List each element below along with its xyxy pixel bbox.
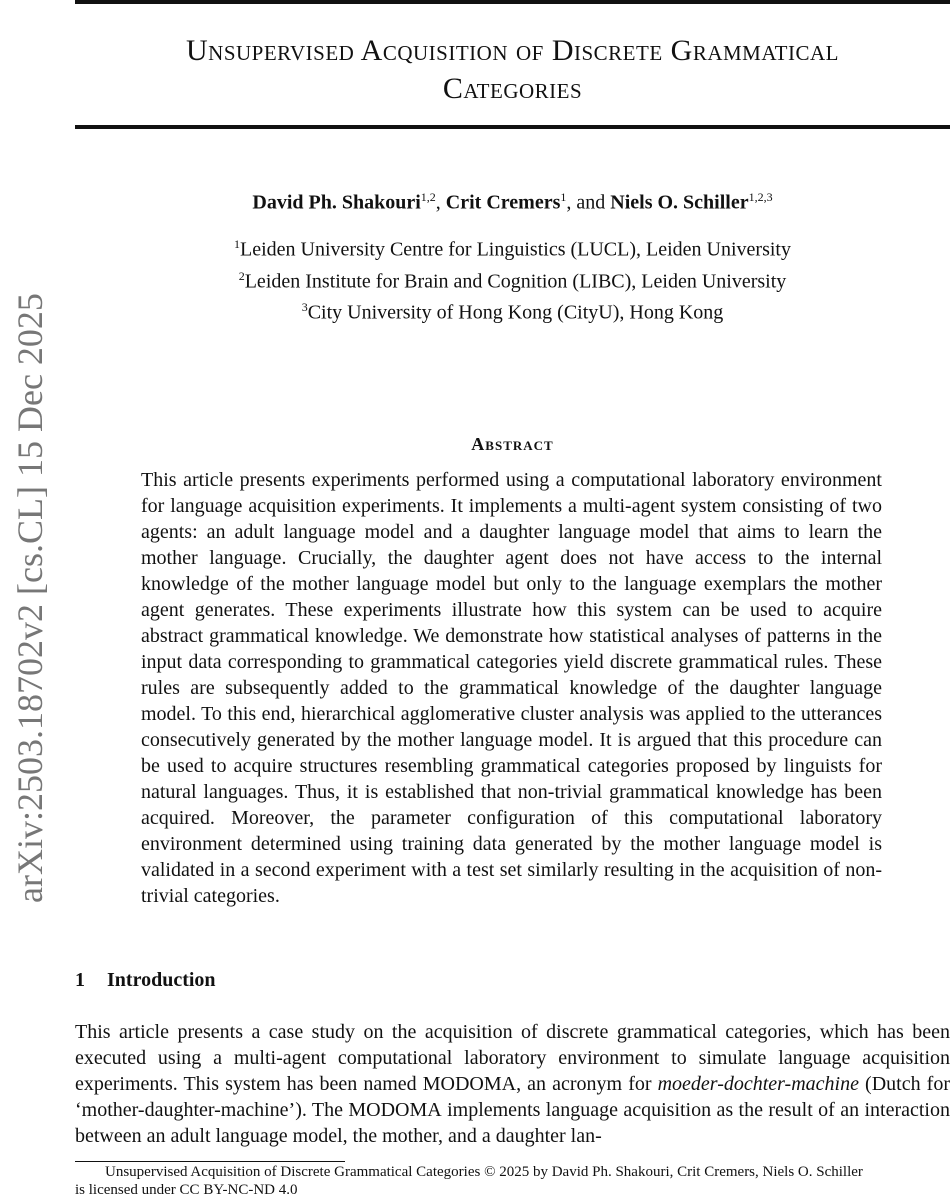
intro-text: This article presents a case study on the acquisition of discrete grammatical categories, which has been executed using a multi-agent computational laboratory environment to simulate language acquisition experiments. This system has been named [75,1021,950,1095]
abstract-heading: Abstract [471,434,554,454]
section-title: Introduction [107,969,216,991]
author-name: Niels O. Schiller [610,191,749,214]
affiliation-marker: 1 [234,237,240,251]
system-name: MODOMA [348,1099,442,1121]
paper-title-line-2: Categories [442,72,583,105]
author-affiliation-marker: 1,2,3 [748,190,773,204]
intro-text: implements language acquisition as the result of an interaction between an adult language model, the mother, and a daughter lan- [75,1099,950,1147]
affiliation-text: City University of Hong Kong (CityU), Hong Kong [307,301,724,324]
section-number: 1 [75,969,85,991]
author-affiliation-marker: 1 [560,190,567,204]
system-name: MODOMA [422,1073,517,1095]
affiliation [75,231,950,263]
affiliation-text: Leiden University Centre for Linguistics (LUCL), Leiden University [240,238,791,261]
footnote-line: is licensed under CC BY-NC-ND 4.0 [75,1182,298,1198]
affiliation-text: Leiden Institute for Brain and Cognition (LIBC), Leiden University [244,270,787,293]
intro-italic-term: moeder-dochter-machine [657,1073,859,1095]
paper-title [75,32,950,108]
abstract-text: This article presents experiments performed using a computational laboratory environment for language acquisition experiments. It implements a multi-agent system consisting of two agents: an adult language model and a daughter language model that aims to learn the mother language. Crucially, the daughter agent does not have access to the internal knowledge of the mother language model but only to the language exemplars the mother agent generates. These experiments illustrate how this system can be used to acquire abstract grammatical knowledge. We demonstrate how statistical analyses of patterns in the input data corresponding to grammatical categories yield discrete grammatical rules. These rules are subsequently added to the grammatical knowledge of the daughter language model. To this end, hierarchical agglomerative cluster analysis was applied to the utterances consecutively generated by the mother language model. It is argued that this procedure can be used to acquire structures resembling grammatical categories proposed by linguists for natural languages. Thus, it is established that non-trivial grammatical knowledge has been acquired. Moreover, the parameter configuration of this computational laboratory environment determined using training data generated by the mother language model is validated in a second experiment with a test set similarly resulting in the acquisition of non-trivial categories. [141,469,882,907]
arxiv-identifier: arXiv:2503.18702v2 [cs.CL] 15 Dec 2025 [10,293,50,903]
affiliation-marker: 3 [301,300,308,315]
affiliation-marker: 2 [238,268,245,283]
intro-text: (Dutch for ‘mother-daughter-machine’). The [75,1073,950,1121]
license-footnote [75,1163,950,1199]
paper-title-line-1: Unsupervised Acquisition of Discrete Grammatical [185,34,840,67]
affiliation [75,294,950,326]
footnote-rule [75,1161,345,1162]
introduction-paragraph [75,1019,950,1149]
affiliation [75,263,950,295]
author-affiliation-marker: 1,2 [420,190,436,204]
author-list: David Ph. Shakouri$^{1,2}$, Crit Cremers$^1$, and Niels O. Schiller$^{1,2,3}$ [252,190,773,214]
affiliation-list [75,231,950,326]
author-conjunction: , and [566,191,611,214]
section-heading [75,967,216,993]
author-name: Crit Cremers [445,191,561,214]
title-top-rule [75,0,950,4]
title-bottom-rule [75,125,950,129]
intro-text: , an acronym for [516,1073,658,1095]
footnote-line: Unsupervised Acquisition of Discrete Grammatical Categories © 2025 by David Ph. Shakouri, Crit Cremers, Niels O. Schiller [105,1164,863,1180]
author-name: David Ph. Shakouri [252,191,421,214]
